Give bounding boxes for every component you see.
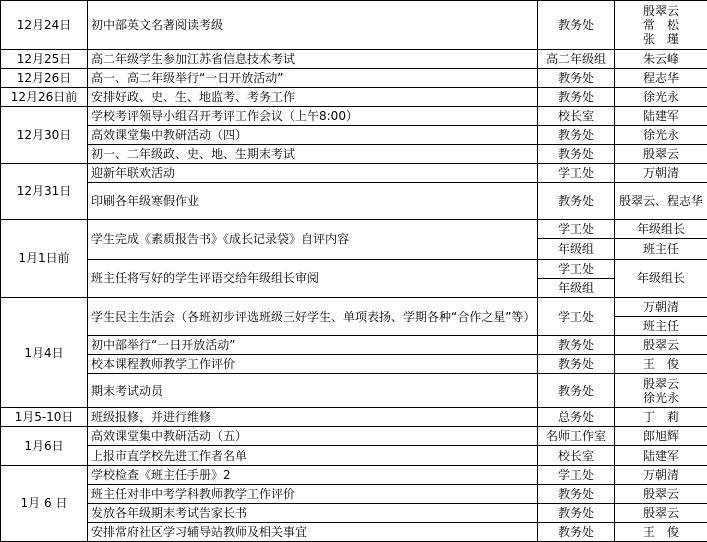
table-row bbox=[1, 465, 707, 484]
person-cell: 丁 莉 bbox=[615, 408, 707, 427]
person-cell: 年级组长 bbox=[615, 259, 707, 297]
table-row bbox=[1, 107, 707, 126]
table-row bbox=[1, 374, 707, 408]
date-cell: 1月1日前 bbox=[1, 219, 88, 297]
person-cell: 徐光永 bbox=[615, 87, 707, 106]
task-cell: 安排常府社区学习辅导站教师及相关事宜 bbox=[88, 522, 538, 541]
date-cell: 1月4日 bbox=[1, 297, 88, 407]
task-cell: 高一、高二年级举行“一日开放活动” bbox=[88, 68, 538, 87]
department-cell: 校长室 bbox=[538, 107, 615, 126]
department-cell: 教务处 bbox=[538, 484, 615, 503]
table-row bbox=[1, 408, 707, 427]
task-cell: 发放各年级期末考试告家长书 bbox=[88, 503, 538, 522]
date-cell: 12月26日前 bbox=[1, 87, 88, 106]
table-row bbox=[1, 126, 707, 145]
date-cell: 1月6日 bbox=[1, 427, 88, 465]
department-cell: 教务处 bbox=[538, 503, 615, 522]
department-cell: 年级组 bbox=[538, 278, 615, 297]
table-row bbox=[1, 87, 707, 106]
task-cell: 学生民主生活会（各班初步评选班级三好学生、单项表扬、学期各种“合作之星”等） bbox=[88, 297, 538, 335]
department-cell: 教务处 bbox=[538, 522, 615, 541]
table-row bbox=[1, 336, 707, 355]
department-cell: 学工处 bbox=[538, 259, 615, 278]
person-cell: 殷翠云 bbox=[615, 336, 707, 355]
table-row bbox=[1, 68, 707, 87]
table-row bbox=[1, 183, 707, 219]
person-cell: 万朝清 bbox=[615, 164, 707, 183]
date-cell: 1月5-10日 bbox=[1, 408, 88, 427]
task-cell: 班主任将写好的学生评语交给年级组长审阅 bbox=[88, 259, 538, 297]
person-cell: 殷翠云 bbox=[615, 503, 707, 522]
person-cell: 殷翠云 bbox=[615, 145, 707, 164]
person-cell: 班主任 bbox=[615, 317, 707, 336]
person-cell: 殷翠云 徐光永 bbox=[615, 374, 707, 408]
table-row bbox=[1, 297, 707, 316]
table-row bbox=[1, 446, 707, 465]
person-cell: 王 俊 bbox=[615, 355, 707, 374]
task-cell: 高效课堂集中教研活动（四） bbox=[88, 126, 538, 145]
person-cell: 殷翠云 bbox=[615, 484, 707, 503]
task-cell: 期末考试动员 bbox=[88, 374, 538, 408]
department-cell: 总务处 bbox=[538, 408, 615, 427]
department-cell: 学工处 bbox=[538, 164, 615, 183]
table-row bbox=[1, 164, 707, 183]
table-row bbox=[1, 1, 707, 50]
department-cell: 高二年级组 bbox=[538, 49, 615, 68]
table-row bbox=[1, 355, 707, 374]
department-cell: 教务处 bbox=[538, 355, 615, 374]
person-cell: 班主任 bbox=[615, 238, 707, 259]
task-cell: 班级报修，并进行维修 bbox=[88, 408, 538, 427]
table-row bbox=[1, 145, 707, 164]
task-cell: 学校检查《班主任手册》2 bbox=[88, 465, 538, 484]
person-cell: 程志华 bbox=[615, 68, 707, 87]
department-cell: 教务处 bbox=[538, 145, 615, 164]
person-cell: 万朝清 bbox=[615, 297, 707, 316]
task-cell: 安排好政、史、生、地监考、考务工作 bbox=[88, 87, 538, 106]
table-row bbox=[1, 503, 707, 522]
department-cell: 教务处 bbox=[538, 87, 615, 106]
person-cell: 王 俊 bbox=[615, 522, 707, 541]
table-row bbox=[1, 484, 707, 503]
task-cell: 初中部英文名著阅读考级 bbox=[88, 1, 538, 50]
department-cell: 年级组 bbox=[538, 238, 615, 259]
person-cell: 殷翠云、程志华 bbox=[615, 183, 707, 219]
table-row bbox=[1, 49, 707, 68]
task-cell: 迎新年联欢活动 bbox=[88, 164, 538, 183]
table-row bbox=[1, 522, 707, 541]
date-cell: 12月24日 bbox=[1, 1, 88, 50]
task-cell: 初中部举行“一日开放活动” bbox=[88, 336, 538, 355]
task-cell: 学生完成《素质报告书》《成长记录袋》自评内容 bbox=[88, 219, 538, 259]
person-cell: 殷翠云 常 松 张 瑾 bbox=[615, 1, 707, 50]
task-cell: 校本课程教师教学工作评价 bbox=[88, 355, 538, 374]
department-cell: 校长室 bbox=[538, 446, 615, 465]
task-cell: 高效课堂集中教研活动（五） bbox=[88, 427, 538, 446]
department-cell: 学工处 bbox=[538, 465, 615, 484]
date-cell: 12月30日 bbox=[1, 107, 88, 164]
task-cell: 学校考评领导小组召开考评工作会议（上午8:00） bbox=[88, 107, 538, 126]
person-cell: 徐光永 bbox=[615, 126, 707, 145]
date-cell: 1月 6 日 bbox=[1, 465, 88, 541]
person-cell: 朱云峰 bbox=[615, 49, 707, 68]
department-cell: 教务处 bbox=[538, 126, 615, 145]
department-cell: 教务处 bbox=[538, 374, 615, 408]
person-cell: 陆建军 bbox=[615, 446, 707, 465]
department-cell: 教务处 bbox=[538, 336, 615, 355]
person-cell: 年级组长 bbox=[615, 219, 707, 238]
department-cell: 名师工作室 bbox=[538, 427, 615, 446]
table-row bbox=[1, 427, 707, 446]
date-cell: 12月26日 bbox=[1, 68, 88, 87]
date-cell: 12月25日 bbox=[1, 49, 88, 68]
task-cell: 班主任对非中考学科教师教学工作评价 bbox=[88, 484, 538, 503]
department-cell: 教务处 bbox=[538, 1, 615, 50]
person-cell: 郎旭辉 bbox=[615, 427, 707, 446]
department-cell: 学工处 bbox=[538, 219, 615, 238]
department-cell: 教务处 bbox=[538, 68, 615, 87]
task-cell: 初一、二年级政、史、地、生期末考试 bbox=[88, 145, 538, 164]
department-cell: 教务处 bbox=[538, 183, 615, 219]
task-cell: 印刷各年级寒假作业 bbox=[88, 183, 538, 219]
person-cell: 万朝清 bbox=[615, 465, 707, 484]
table-row bbox=[1, 259, 707, 278]
table-row bbox=[1, 219, 707, 238]
person-cell: 陆建军 bbox=[615, 107, 707, 126]
task-cell: 上报市直学校先进工作者名单 bbox=[88, 446, 538, 465]
department-cell: 学工处 bbox=[538, 297, 615, 335]
schedule-body bbox=[1, 1, 707, 542]
task-cell: 高二年级学生参加江苏省信息技术考试 bbox=[88, 49, 538, 68]
date-cell: 12月31日 bbox=[1, 164, 88, 219]
